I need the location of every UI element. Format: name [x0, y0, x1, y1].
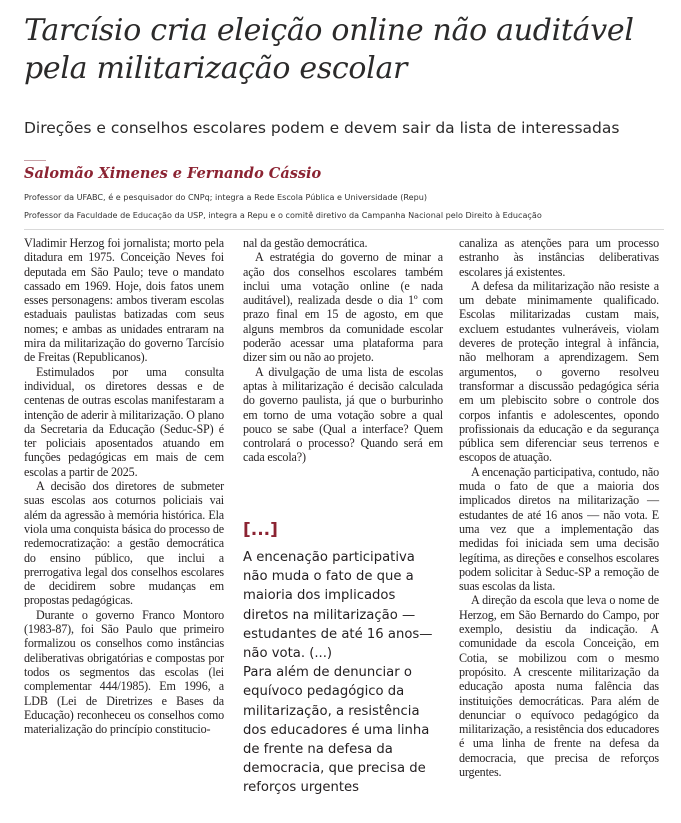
pull-quote	[243, 548, 443, 798]
body-column-3	[459, 236, 659, 779]
paragraph: canaliza as atenções para um processo estranho às instâncias deliberativas escolares já existentes.	[459, 236, 659, 279]
paragraph: Vladimir Herzog foi jornalista; morto pela ditadura em 1975. Conceição Neves foi deputada em São Paulo; teve o mandato cassado em 1969. Hoje, dois fatos unem esses personagens: ambos tiveram escolas estaduais paulistas batizadas com seus nomes; e ambas as unidades entraram na mira da militarização do governo Tarcísio de Freitas (Republicanos).	[24, 236, 224, 365]
headline: Tarcísio cria eleição online não auditável pela militarização escolar	[24, 13, 634, 86]
paragraph: A defesa da militarização não resiste a um debate minimamente qualificado. Escolas militarizadas custam mais, excluem estudantes vulneráveis, violam deveres de proteção integral à infância, não melhoram a aprendizagem. Sem argumentos, o governo resolveu transformar a discussão pedagógica séria em um plebiscito sobre o controle dos corpos infantis e adolescentes, opondo profissionais da educação e da segurança pública sem diferenciar seus terrenos e escopos de atuação.	[459, 278, 659, 465]
paragraph: nal da gestão democrática.	[243, 236, 368, 250]
pull-quote-text: Para além de denunciar o equívoco pedagógico da militarização, a resistência dos educadores é uma linha de frente na defesa da democracia, que precisa de reforços urgentes	[243, 665, 430, 796]
paragraph: Durante o governo Franco Montoro (1983-87), foi São Paulo que primeiro formalizou os conselhos como instâncias deliberativas obrigatórias e compostas por todos os segmentos das escolas (lei complementar 444/1985). Em 1996, a LDB (Lei de Diretrizes e Bases da Educação) reconheceu os conselhos como materialização do princípio constitucio-	[24, 607, 224, 737]
pull-quote-mark: [...]	[243, 520, 278, 540]
body-column-2	[243, 236, 443, 465]
paragraph: A encenação participativa, contudo, não muda o fato de que a maioria dos implicados diretos na militarização — estudantes de até 16 anos — não vota. E uma vez que a implementação das medidas foi iniciada sem uma decisão legítima, as direções e conselhos escolares podem solicitar à Seduc-SP a remoção de suas escolas da lista.	[459, 464, 659, 594]
author-bio-2: Professor da Faculdade de Educação da USP, integra a Repu e o comitê diretivo da Campanha Nacional pelo Direito à Educação	[24, 210, 542, 220]
body-column-1	[24, 236, 224, 736]
paragraph: Estimulados por uma consulta individual, os diretores dessas e de centenas de outras escolas manifestaram a intenção de aderir à militarização. O plano da Secretaria da Educação (Seduc-SP) é ter policiais aposentados atuando em funções pedagógicas em mais de cem escolas a partir de 2025.	[24, 364, 224, 479]
paragraph: A estratégia do governo de minar a ação dos conselhos escolares também inclui uma votação online (e nada auditável), realizada desde o dia 1º com prazo final em 15 de agosto, em que alguns membros da comunidade escolar poderão acessar uma plataforma para dizer sim ou não ao projeto.	[243, 250, 443, 365]
author-bio-1: Professor da UFABC, é e pesquisador do CNPq; integra a Rede Escola Pública e Universidade (Repu)	[24, 192, 428, 202]
header-divider	[24, 229, 664, 230]
author-rule	[24, 160, 46, 161]
author-names: Salomão Ximenes e Fernando Cássio	[24, 165, 322, 182]
subheadline: Direções e conselhos escolares podem e devem sair da lista de interessadas	[24, 119, 620, 137]
paragraph: A decisão dos diretores de submeter suas escolas aos coturnos policiais vai além da agressão à memória histórica. Ela viola uma conquista básica do processo de redemocratização: a gestão democrática do ensino público, que inclui a prerrogativa legal dos conselhos escolares de decidirem sobre mudanças em propostas pedagógicas.	[24, 479, 224, 608]
pull-quote-text: A encenação participativa não muda o fato de que a maioria dos implicados diretos na militarização —estudantes de até 16 anos— não vota. (...)	[243, 550, 433, 662]
paragraph: A divulgação de uma lista de escolas aptas à militarização é decisão calculada do governo paulista, já que o burburinho em torno de uma votação sobre a qual pouco se sabe (Qual a interface? Quem controlará o processo? Quando será em cada escola?)	[243, 364, 443, 465]
paragraph: A direção da escola que leva o nome de Herzog, em São Bernardo do Campo, por exemplo, desistiu da indicação. A comunidade da escola Conceição, em Cotia, se mobilizou com o mesmo propósito. A crescente militarização da educação aposta numa falência das instituições democráticas. Para além de denunciar o equívoco pedagógico da militarização, a resistência dos educadores é uma linha de frente na defesa da democracia, que precisa de reforços urgentes.	[459, 593, 659, 779]
